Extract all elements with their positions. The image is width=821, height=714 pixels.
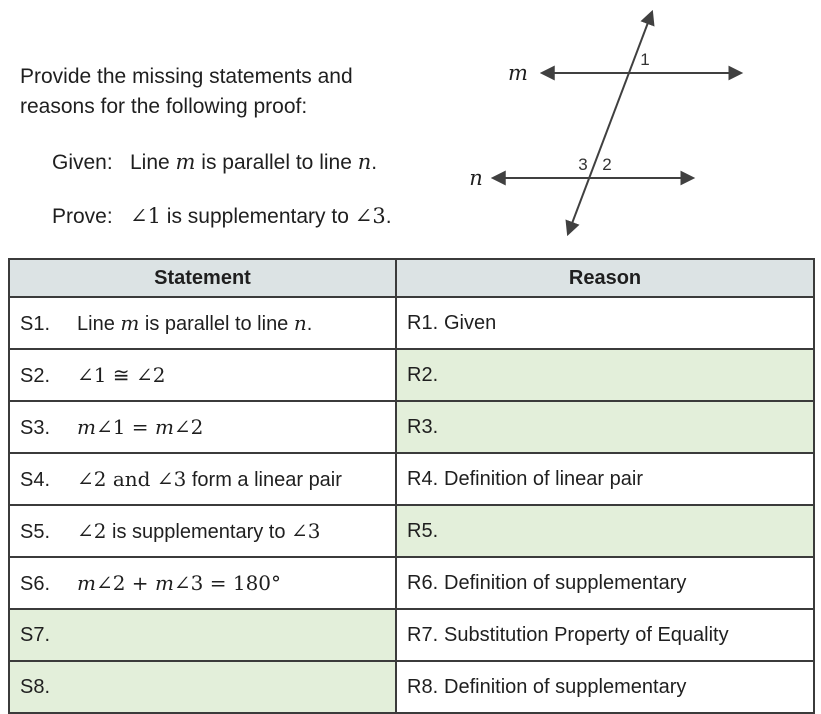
reason-cell-r4: [396, 453, 814, 505]
statement-label: S2.: [20, 364, 51, 387]
reason-label: R8.: [407, 675, 439, 698]
reason-text: Given: [444, 311, 497, 334]
math-expression: ∠1 ≅ ∠2: [77, 362, 166, 387]
reason-cell-r1: [396, 297, 814, 349]
prove-text-part: .: [385, 205, 392, 228]
statement-text: is supplementary to: [106, 520, 292, 543]
reason-label: R2.: [407, 363, 439, 386]
reason-cell-r3-missing[interactable]: [396, 401, 814, 453]
proof-table: [8, 258, 815, 714]
reason-cell-r5-missing[interactable]: [396, 505, 814, 557]
math-expression: ∠2 and ∠3: [77, 466, 187, 491]
table-row-s6: [9, 557, 814, 609]
statement-cell-s8-missing[interactable]: [9, 661, 396, 713]
math-var: m: [120, 310, 140, 335]
transversal-line: [568, 12, 652, 234]
table-row-s2: [9, 349, 814, 401]
header-row: [9, 259, 814, 297]
prove-text-part: is supplementary to: [160, 205, 355, 228]
reason-text: Definition of linear pair: [444, 467, 643, 490]
reason-label: R6.: [407, 571, 439, 594]
statement-cell-s6: [9, 557, 396, 609]
instruction-text: [20, 62, 353, 122]
instruction-line-2: reasons for the following proof:: [20, 95, 308, 118]
statement-cell-s7-missing[interactable]: [9, 609, 396, 661]
reason-cell-r2-missing[interactable]: [396, 349, 814, 401]
given-text-part: is parallel to line: [195, 151, 358, 174]
math-var-n: n: [357, 150, 372, 174]
math-var: m: [77, 414, 96, 439]
line-n-label: n: [469, 166, 483, 190]
angle-1-label: 1: [640, 50, 650, 69]
table-row-s3: [9, 401, 814, 453]
statement-label: S8.: [20, 675, 51, 698]
math-expression: ∠2: [173, 414, 204, 439]
statement-label: S7.: [20, 623, 51, 646]
statement-cell-s4: [9, 453, 396, 505]
math-var: n: [293, 310, 307, 335]
math-var: m: [154, 414, 174, 439]
statement-label: S6.: [20, 572, 51, 595]
reason-text: Definition of supplementary: [444, 675, 687, 698]
math-var: m: [154, 570, 174, 595]
reason-label: R3.: [407, 415, 439, 438]
math-expression: ∠2 +: [95, 570, 155, 595]
table-row-s4: [9, 453, 814, 505]
statement-text: is parallel to line: [139, 312, 294, 335]
statement-cell-s1: [9, 297, 396, 349]
statement-cell-s2: [9, 349, 396, 401]
table-row-s5: [9, 505, 814, 557]
reason-text: Substitution Property of Equality: [444, 623, 729, 646]
reason-label: R7.: [407, 623, 439, 646]
reason-cell-r6: [396, 557, 814, 609]
statement-label: S1.: [20, 312, 51, 335]
table-row-s8: [9, 661, 814, 713]
angle-1-symbol: ∠1: [130, 204, 161, 228]
given-text-part: .: [371, 151, 378, 174]
math-var: m: [77, 570, 96, 595]
reason-label: R1.: [407, 311, 439, 334]
statement-label: S5.: [20, 520, 51, 543]
reason-cell-r7: [396, 609, 814, 661]
given-statement: [52, 150, 377, 175]
statement-text: Line: [77, 312, 121, 335]
statement-text: form a linear pair: [186, 468, 342, 491]
reason-label: R4.: [407, 467, 439, 490]
statement-cell-s3: [9, 401, 396, 453]
statement-label: S4.: [20, 468, 51, 491]
math-var-m: m: [175, 150, 196, 174]
statement-label: S3.: [20, 416, 51, 439]
reason-label: R5.: [407, 519, 439, 542]
angle-2-label: 2: [602, 155, 612, 174]
parallel-lines-diagram: [450, 0, 821, 254]
prove-statement: [52, 204, 392, 229]
statement-cell-s5: [9, 505, 396, 557]
line-m-label: m: [508, 61, 528, 85]
angle-3-symbol: ∠3: [354, 204, 386, 228]
math-expression: ∠3: [291, 518, 321, 543]
table-row-s7: [9, 609, 814, 661]
table-row-s1: [9, 297, 814, 349]
statement-column-header: Statement: [9, 259, 396, 297]
math-expression: ∠3 = 180°: [173, 570, 282, 595]
given-text-part: Line: [130, 151, 176, 174]
statement-text: .: [306, 312, 313, 335]
reason-cell-r8: [396, 661, 814, 713]
reason-column-header: Reason: [396, 259, 814, 297]
math-expression: ∠1 =: [95, 414, 155, 439]
given-label: Given:: [52, 151, 113, 174]
math-expression: ∠2: [77, 518, 107, 543]
instruction-line-1: Provide the missing statements and: [20, 65, 353, 88]
prove-label: Prove:: [52, 205, 113, 228]
reason-text: Definition of supplementary: [444, 571, 687, 594]
angle-3-label: 3: [578, 155, 588, 174]
